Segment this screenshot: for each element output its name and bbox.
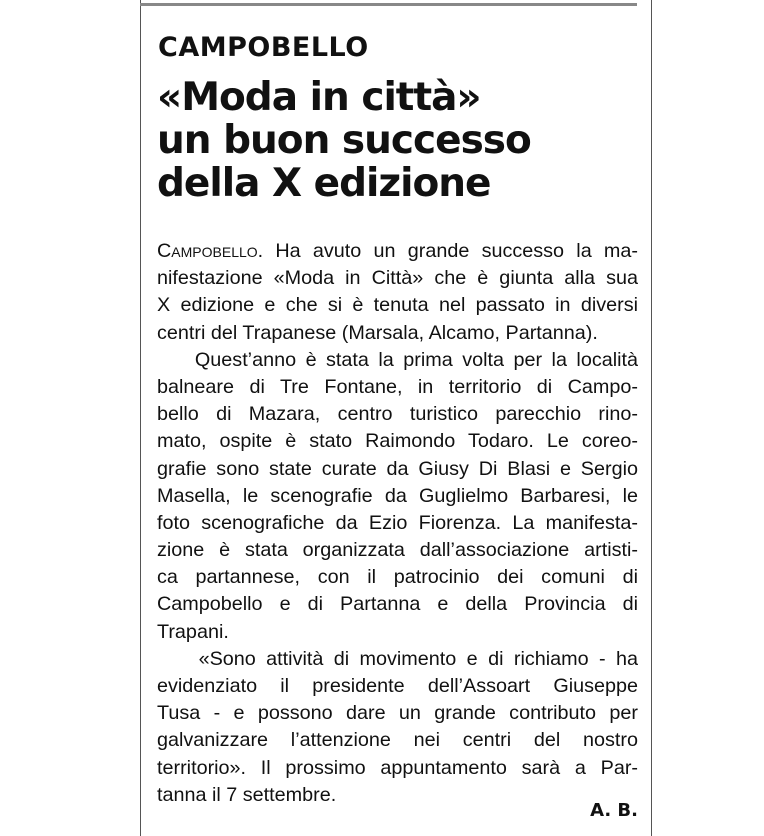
body-line: X edizione e che si è tenuta nel passato in diversi — [157, 294, 638, 317]
body-line: galvanizzare l’attenzione nei centri del nostro — [157, 729, 638, 752]
body-line: mato, ospite è stato Raimondo Todaro. Le coreo- — [157, 430, 638, 453]
body-line: Trapani. — [157, 620, 229, 643]
body-line: tanna il 7 settembre. — [157, 783, 337, 806]
body-line: Tusa - e possono dare un grande contributo per — [157, 702, 638, 725]
body-line: Masella, le scenografie da Guglielmo Barbaresi, le — [157, 484, 638, 507]
dateline: Campobello. — [157, 240, 264, 262]
headline-line: della X edizione — [157, 161, 491, 206]
headline-line: «Moda in città» — [157, 75, 481, 120]
body-text: Ha avuto un grande successo la ma- — [263, 240, 638, 262]
body-line: evidenziato il presidente dell’Assoart Giuseppe — [157, 675, 638, 697]
body-line: Quest’anno è stata la prima volta per la località — [157, 348, 638, 371]
headline-line: un buon successo — [157, 118, 531, 163]
body-line — [157, 238, 638, 265]
body-line: ca partannese, con il patrocinio dei comuni di — [157, 566, 638, 589]
body-line: territorio». Il prossimo appuntamento sarà a Par- — [157, 756, 638, 779]
body-line: foto scenografiche da Ezio Fiorenza. La manifesta- — [157, 511, 638, 534]
body-line: balneare di Tre Fontane, in territorio di Campo- — [157, 375, 638, 398]
body-line: Campobello e di Partanna e della Provincia di — [157, 593, 638, 616]
article-body — [157, 238, 638, 809]
body-line: nifestazione «Moda in Città» che è giunta alla sua — [157, 267, 638, 290]
body-line: grafie sono state curate da Giusy Di Blasi e Sergio — [157, 457, 638, 480]
top-rule — [140, 3, 637, 6]
body-line: zione è stata organizzata dall’associazione artisti- — [157, 539, 638, 562]
headline — [157, 76, 637, 205]
body-line: «Sono attività di movimento e di richiamo - ha — [157, 647, 638, 670]
body-line: centri del Trapanese (Marsala, Alcamo, Partanna). — [157, 321, 598, 344]
kicker: CAMPOBELLO — [158, 32, 369, 63]
right-column-rule — [651, 0, 652, 836]
author-signature: A. B. — [590, 800, 638, 821]
body-line: bello di Mazara, centro turistico parecchio rino- — [157, 403, 638, 426]
article-frame — [140, 0, 652, 836]
left-column-rule — [140, 0, 141, 836]
